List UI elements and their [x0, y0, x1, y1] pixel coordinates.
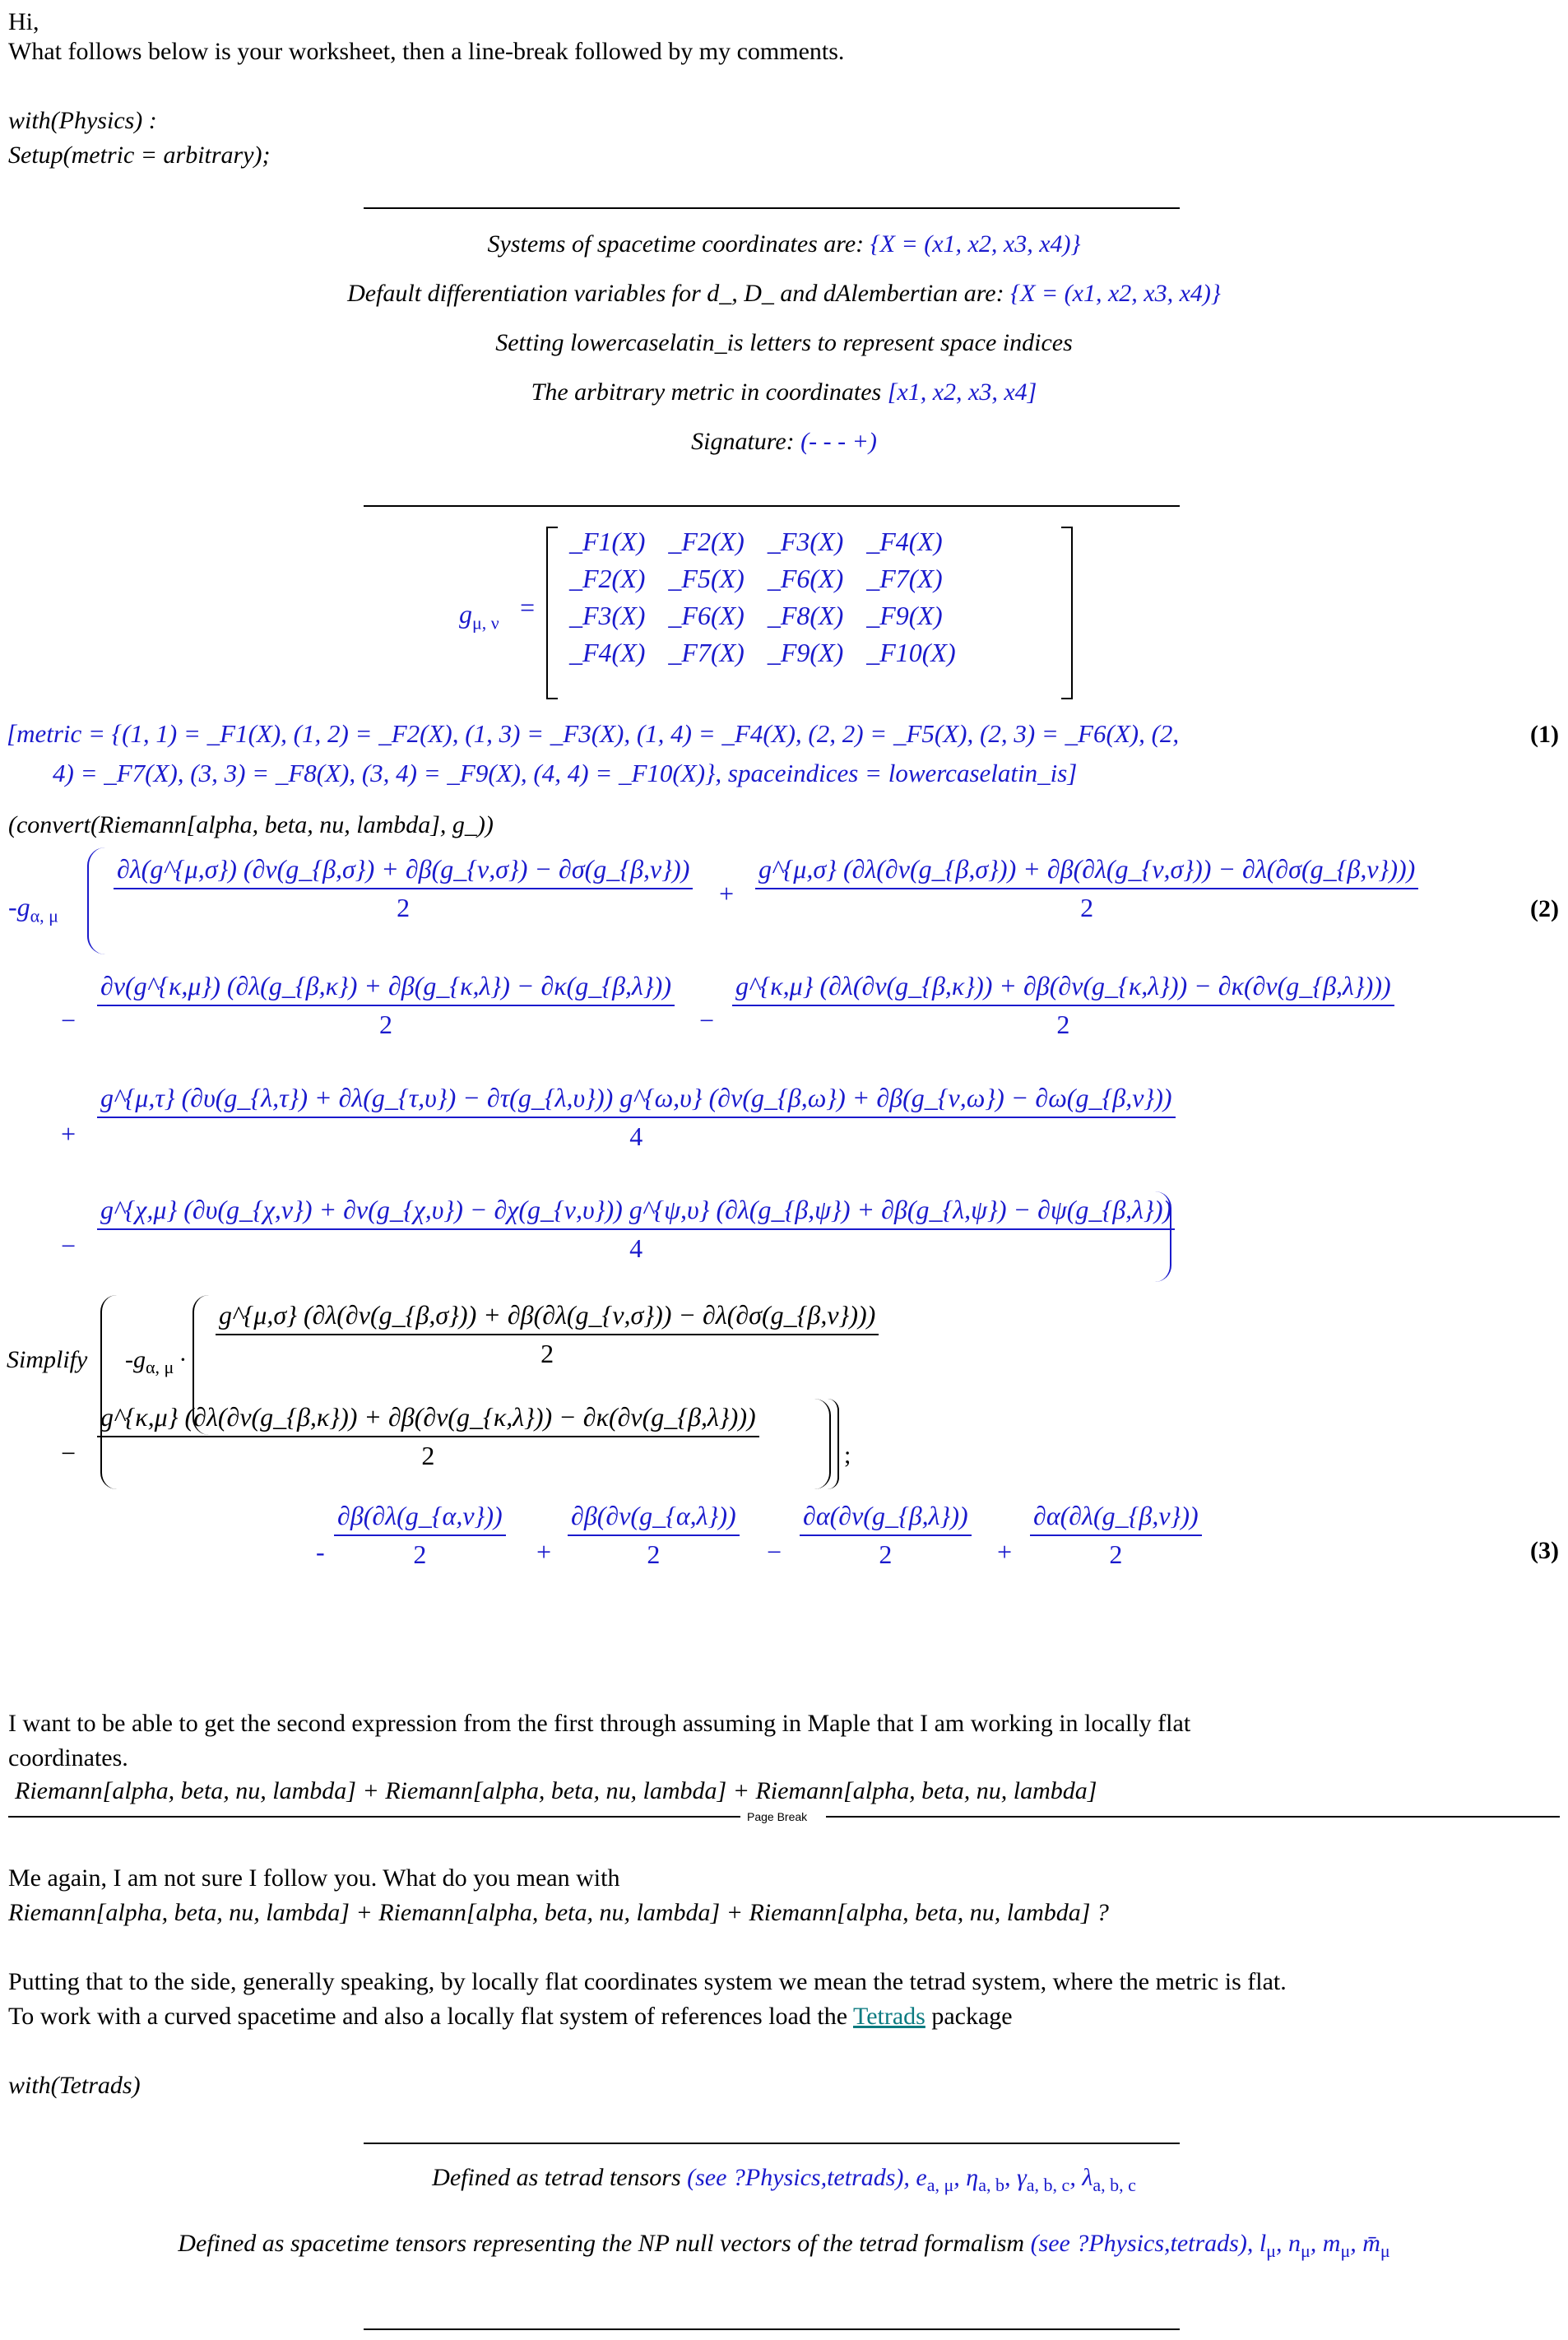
simplify-term1[interactable]: g^{μ,σ} (∂λ(∂ν(g_{β,σ})) + ∂β(∂λ(g_{ν,σ})) − ∂λ(∂σ(g_{β,ν}))) 2	[216, 1300, 879, 1369]
eq3-sign-1: +	[535, 1537, 553, 1567]
eq3-term2: $\frac{\partial\beta(\partial\nu(g\_\{\alpha,\lambda\}))}{2}$	[568, 1501, 740, 1570]
input-with-tetrads[interactable]: with(Tetrads)	[8, 2072, 141, 2099]
reply-line1: Me again, I am not sure I follow you. What do you mean with	[8, 1864, 620, 1892]
equation-label-2: (2)	[1530, 895, 1559, 922]
eq2-minus-1: −	[59, 1005, 77, 1035]
metric-lhs: $g_{\mu, \nu}$	[459, 599, 499, 634]
matrix-cell: _F1(X)	[569, 527, 646, 556]
matrix-cell: _F6(X)	[668, 601, 745, 630]
intro-text: What follows below is your worksheet, then a line-break followed by my comments.	[8, 38, 845, 65]
setup-line-signature: Signature: (- - - +)	[691, 428, 877, 455]
matrix-row	[558, 634, 967, 671]
matrix-row	[558, 523, 967, 560]
eq2-plus-2: +	[59, 1119, 77, 1149]
page-break	[0, 1810, 1568, 1823]
eq3-term3: $\frac{\partial\alpha(\partial\nu(g\_\{\beta,\lambda\}))}{2}$	[800, 1501, 972, 1570]
comment-line2: coordinates.	[8, 1744, 128, 1771]
reply-riemann-sum[interactable]: Riemann[alpha, beta, nu, lambda] + Riemann[alpha, beta, nu, lambda] + Riemann[alpha, beta, nu, lambda] ?	[8, 1899, 1109, 1926]
matrix-cell: _F9(X)	[767, 638, 844, 667]
metric-list-line1: [metric = {(1, 1) = _F1(X), (1, 2) = _F2(X), (1, 3) = _F3(X), (1, 4) = _F4(X), (2, 2) = _F5(X), (2, 3) = _F6(X), (2,	[7, 719, 1180, 748]
eq2-lead: $-g_{\alpha, \mu}$	[8, 892, 58, 926]
metric-eq-sign: =	[518, 592, 536, 622]
matrix-cell: _F3(X)	[767, 527, 844, 556]
setup-line-metric: The arbitrary metric in coordinates [x1, x2, x3, x4]	[531, 378, 1037, 406]
eq2-left-paren	[87, 847, 105, 954]
tetrads-output-separator-bottom	[364, 2328, 1180, 2330]
matrix-cell: _F7(X)	[668, 638, 745, 667]
comment-line1: I want to be able to get the second expression from the first through assuming in Maple that I am working in locally flat	[8, 1710, 1191, 1737]
simplify-term2[interactable]: g^{κ,μ} (∂λ(∂ν(g_{β,κ})) + ∂β(∂ν(g_{κ,λ})) − ∂κ(∂ν(g_{β,λ}))) 2	[97, 1402, 759, 1471]
matrix-cell: _F2(X)	[668, 527, 745, 556]
setup-line-coordinates: Systems of spacetime coordinates are: {X = (x1, x2, x3, x4)}	[487, 230, 1081, 258]
equation-label-1: (1)	[1530, 721, 1559, 748]
tetrads-link[interactable]: Tetrads	[852, 2003, 925, 2030]
tetrads-line2: Defined as spacetime tensors representing the NP null vectors of the tetrad formalism (see ?Physics,tetrads), $l_\mu$, $n_\mu$, $m_\mu$, $m̄_\mu$	[178, 2230, 1390, 2261]
metric-list-line2: 4) = _F7(X), (3, 3) = _F8(X), (3, 4) = _F9(X), (4, 4) = _F10(X)}, spaceindices = lowercaselatin_is]	[53, 759, 1078, 787]
tensor-symbol: $\gamma_{a, b, c}$	[1016, 2164, 1070, 2195]
metric-matrix	[558, 523, 967, 671]
tensor-symbol: $l_\mu$	[1259, 2230, 1276, 2261]
eq2-minus-3: −	[59, 1231, 77, 1261]
tensor-symbol: $m̄_\mu$	[1362, 2230, 1390, 2261]
matrix-right-bracket	[1061, 527, 1073, 699]
eq3-sign-0: -	[316, 1537, 325, 1567]
tensor-symbol: $m_\mu$	[1322, 2230, 1351, 2261]
simplify-minus: −	[59, 1438, 77, 1468]
input-setup[interactable]: Setup(metric = arbitrary);	[8, 142, 271, 169]
tensor-symbol: $\eta_{a, b}$	[966, 2164, 1004, 2195]
eq2-right-paren	[1155, 1191, 1171, 1282]
matrix-cell: _F4(X)	[569, 638, 646, 667]
matrix-cell: _F5(X)	[668, 564, 745, 593]
eq3-term1: $\frac{\partial\beta(\partial\lambda(g\_\{\alpha,\nu\}))}{2}$	[334, 1501, 506, 1570]
greeting: Hi,	[8, 8, 39, 35]
eq2-term5: g^{μ,τ} (∂υ(g_{λ,τ}) + ∂λ(g_{τ,υ}) − ∂τ(g_{λ,υ})) g^{ω,υ} (∂ν(g_{β,ω}) + ∂β(g_{ν,ω}) − ∂ω(g_{β,ν})) 4	[97, 1083, 1176, 1152]
matrix-cell: _F6(X)	[767, 564, 844, 593]
matrix-cell: _F9(X)	[866, 601, 943, 630]
matrix-cell: _F8(X)	[767, 601, 844, 630]
eq2-term4: g^{κ,μ} (∂λ(∂ν(g_{β,κ})) + ∂β(∂ν(g_{κ,λ})) − ∂κ(∂ν(g_{β,λ}))) 2	[732, 971, 1394, 1040]
eq2-term1: $\frac{\partial\lambda(g\^{}\{\mu,\sigma\}) (\partial\nu(g\_\{\beta,\sigma\}) + \partial\beta(g\_\{\nu,\sigma\}) - \partial\sigma(g\_\{\beta,\nu\}))}{2}$	[114, 854, 693, 923]
output-separator-bottom	[364, 505, 1180, 507]
reply-p2-line1: Putting that to the side, generally speaking, by locally flat coordinates system we mean the tetrad system, where the metric is flat.	[8, 1968, 1287, 1995]
eq2-term2: g^{μ,σ} (∂λ(∂ν(g_{β,σ})) + ∂β(∂λ(g_{ν,σ})) − ∂λ(∂σ(g_{β,ν}))) 2	[755, 854, 1418, 923]
matrix-cell: _F3(X)	[569, 601, 646, 630]
eq3-sign-2: −	[765, 1537, 783, 1567]
tetrads-line1: Defined as tetrad tensors (see ?Physics,tetrads), $e_{a, \mu}$, $\eta_{a, b}$, $\gamma_{a, b, c}$, $\lambda_{a, b, c}$	[432, 2164, 1136, 2195]
setup-line-indices: Setting lowercaselatin_is letters to represent space indices	[495, 329, 1073, 356]
simplify-fn[interactable]: Simplify	[7, 1346, 88, 1373]
matrix-left-bracket	[546, 527, 558, 699]
matrix-cell: _F4(X)	[866, 527, 943, 556]
tensor-symbol: $e_{a, \mu}$	[916, 2164, 954, 2195]
eq3-sign-3: +	[995, 1537, 1014, 1567]
matrix-cell: _F2(X)	[569, 564, 646, 593]
equation-label-3: (3)	[1530, 1537, 1559, 1564]
comment-riemann-sum[interactable]: Riemann[alpha, beta, nu, lambda] + Riemann[alpha, beta, nu, lambda] + Riemann[alpha, beta, nu, lambda]	[15, 1777, 1097, 1804]
matrix-cell: _F7(X)	[866, 564, 943, 593]
simplify-right-paren-2	[828, 1399, 839, 1489]
tensor-symbol: $\lambda_{a, b, c}$	[1082, 2164, 1136, 2195]
tensor-symbol: $n_\mu$	[1287, 2230, 1311, 2261]
input-with-physics[interactable]: with(Physics) :	[8, 107, 157, 134]
matrix-row	[558, 560, 967, 597]
tetrads-output-separator-top	[364, 2143, 1180, 2144]
simplify-semicolon: ;	[844, 1442, 851, 1469]
matrix-row	[558, 597, 967, 634]
setup-line-diffvars: Default differentiation variables for d_, D_ and dAlembertian are: {X = (x1, x2, x3, x4)}	[347, 280, 1221, 307]
eq2-minus-2: −	[698, 1005, 716, 1035]
eq2-term6: g^{χ,μ} (∂υ(g_{χ,ν}) + ∂ν(g_{χ,υ}) − ∂χ(g_{ν,υ})) g^{ψ,υ} (∂λ(g_{β,ψ}) + ∂β(g_{λ,ψ}) − ∂ψ(g_{β,λ})) 4	[97, 1195, 1175, 1264]
matrix-cell: _F10(X)	[866, 638, 956, 667]
eq2-plus-1: +	[717, 879, 735, 908]
simplify-lead: $-g_{\alpha, \mu}$ ·	[125, 1346, 188, 1377]
output-separator-top	[364, 207, 1180, 209]
input-convert-riemann[interactable]: (convert(Riemann[alpha, beta, nu, lambda], g_))	[8, 811, 494, 838]
eq3-term4: $\frac{\partial\alpha(\partial\lambda(g\_\{\beta,\nu\}))}{2}$	[1030, 1501, 1202, 1570]
page-break-label: Page Break	[747, 1810, 808, 1823]
eq2-term3: $\frac{\partial\nu(g\^{}\{\kappa,\mu\}) (\partial\lambda(g\_\{\beta,\kappa\}) + \partial\beta(g\_\{\kappa,\lambda\}) - \partial\kappa(g\_\{\beta,\lambda\}))}{2}$	[97, 971, 675, 1040]
reply-p2-line2: To work with a curved spacetime and also a locally flat system of references load the Tetrads package	[8, 2003, 1013, 2030]
